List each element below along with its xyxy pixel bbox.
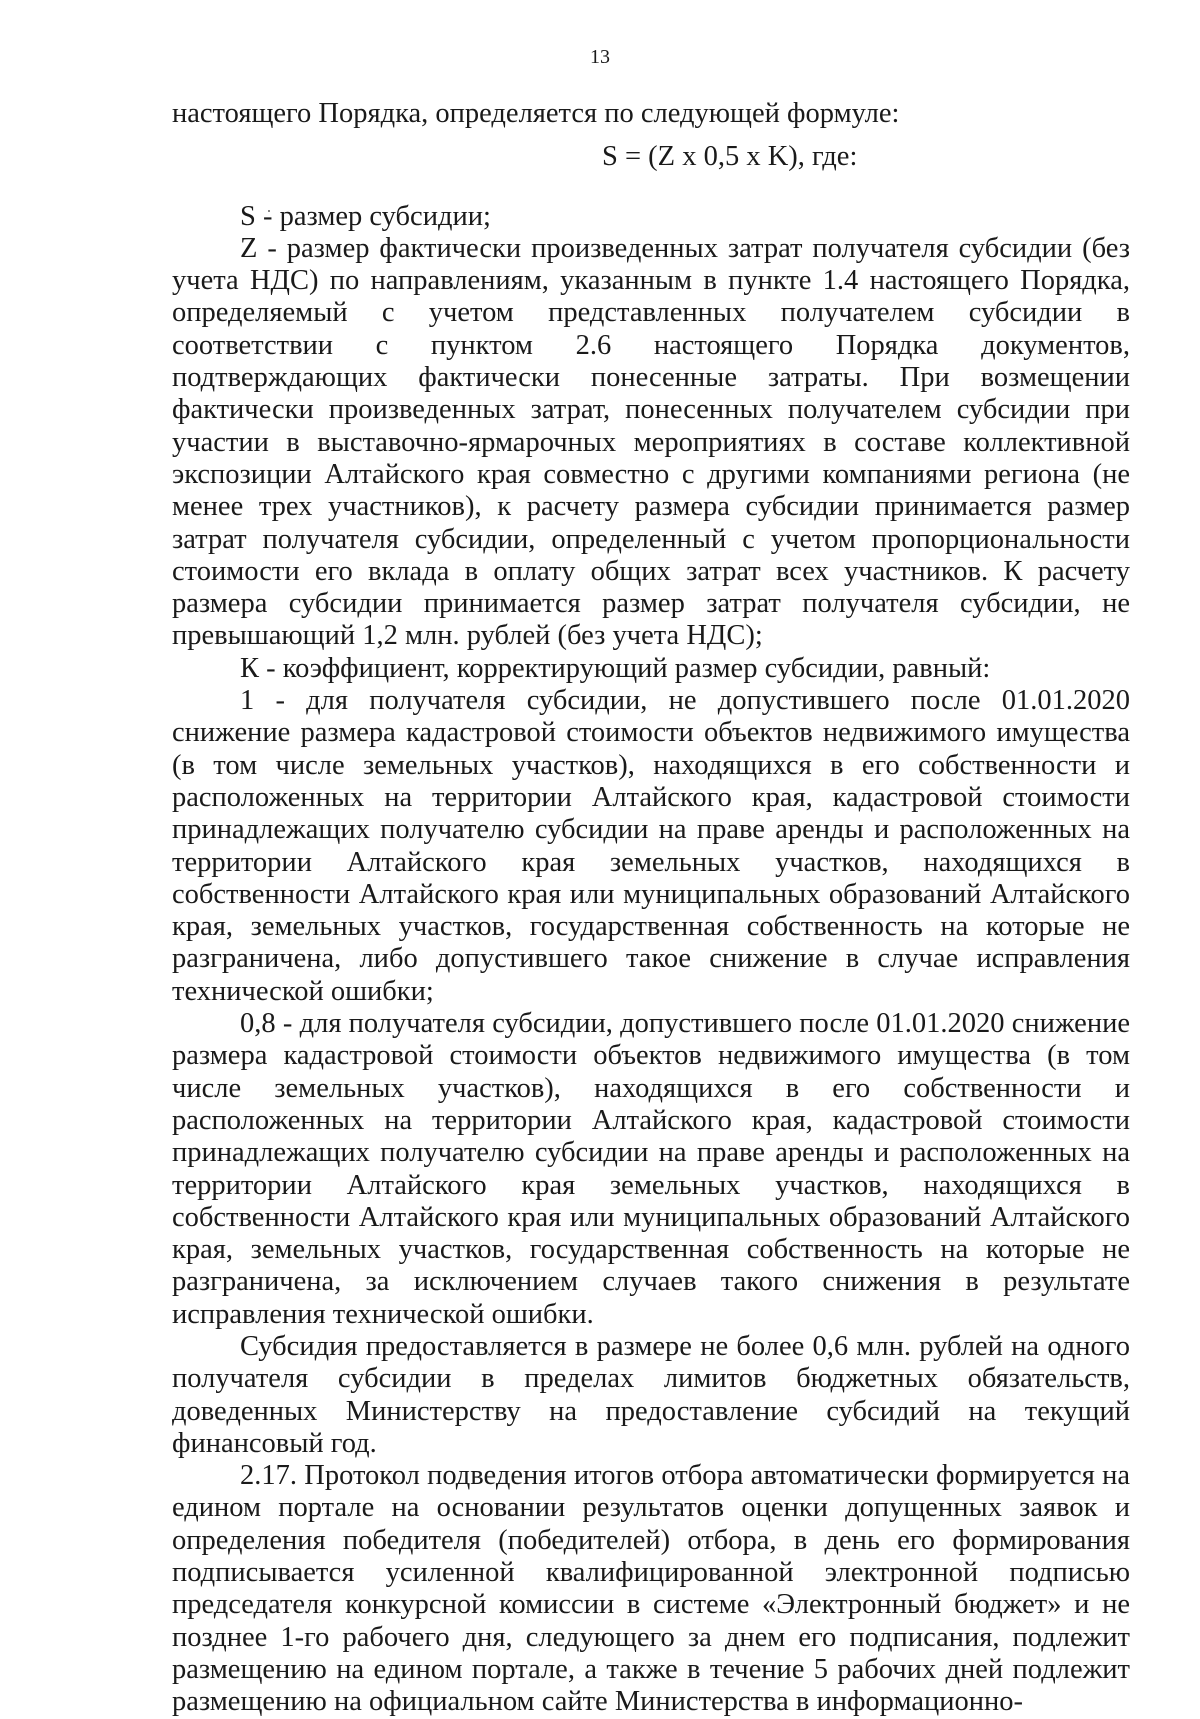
page-number: 13: [590, 46, 610, 68]
coefficient-1: 1 - для получателя субсидии, не допустившего после 01.01.2020 снижение размера кадастровой стоимости объектов недвижимого имущества (в том числе земельных участков), находящихся в его собственности и расположенных на территории Алтайского края, кадастровой стоимости принадлежащих получателю субсидии на праве аренды и расположенных на территории Алтайского края земельных участков, находящихся в собственности Алтайского края или муниципальных образований Алтайского края, земельных участков, государственная собственность на которые не разграничена, либо допустившего такое снижение в случае исправления технической ошибки;: [172, 685, 1130, 1007]
definition-s: S - размер субсидии;: [240, 200, 491, 232]
definition-z: Z - размер фактически произведенных затрат получателя субсидии (без учета НДС) по направлениям, указанным в пункте 1.4 настоящего Порядка, определяемый с учетом представленных получателем субсидии в соответствии с пунктом 2.6 настоящего Порядка документов, подтверждающих фактически понесенные затраты. При возмещении фактически произведенных затрат, понесенных получателем субсидии при участии в выставочно-ярмарочных мероприятиях в составе коллективной экспозиции Алтайского края совместно с другими компаниями региона (не менее трех участников), к расчету размера субсидии принимается размер затрат получателя субсидии, определенный с учетом пропорциональности стоимости его вклада в оплату общих затрат всех участников. К расчету размера субсидии принимается размер затрат получателя субсидии, не превышающий 1,2 млн. рублей (без учета НДС);: [172, 232, 1130, 652]
subsidy-formula: S = (Z x 0,5 x K), где:: [602, 141, 858, 173]
coefficient-0-8: 0,8 - для получателя субсидии, допустившего после 01.01.2020 снижение размера кадастровой стоимости объектов недвижимого имущества (в том числе земельных участков), находящихся в его собственности и расположенных на территории Алтайского края, кадастровой стоимости принадлежащих получателю субсидии на праве аренды и расположенных на территории Алтайского края земельных участков, находящихся в собственности Алтайского края или муниципальных образований Алтайского края, земельных участков, государственная собственность на которые не разграничена, за исключением случаев такого снижения в результате исправления технической ошибки.: [172, 1008, 1130, 1330]
clause-2-17: 2.17. Протокол подведения итогов отбора автоматически формируется на едином портале на основании результатов оценки допущенных заявок и определения победителя (победителей) отбора, в день его формирования подписывается усиленной квалифицированной электронной подписью председателя конкурсной комиссии в системе «Электронный бюджет» и не позднее 1-го рабочего дня, следующего за днем его подписания, подлежит размещению на едином портале, а также в течение 5 рабочих дней подлежит размещению на официальном сайте Министерства в информационно-: [172, 1460, 1130, 1718]
continuation-paragraph: настоящего Порядка, определяется по следующей формуле:: [172, 98, 900, 129]
definition-k: К - коэффициент, корректирующий размер субсидии, равный:: [240, 652, 991, 684]
subsidy-limit-paragraph: Субсидия предоставляется в размере не более 0,6 млн. рублей на одного получателя субсидии в пределах лимитов бюджетных обязательств, доведенных Министерству на предоставление субсидий на текущий финансовый год.: [172, 1330, 1130, 1459]
document-body: [172, 98, 1130, 1719]
